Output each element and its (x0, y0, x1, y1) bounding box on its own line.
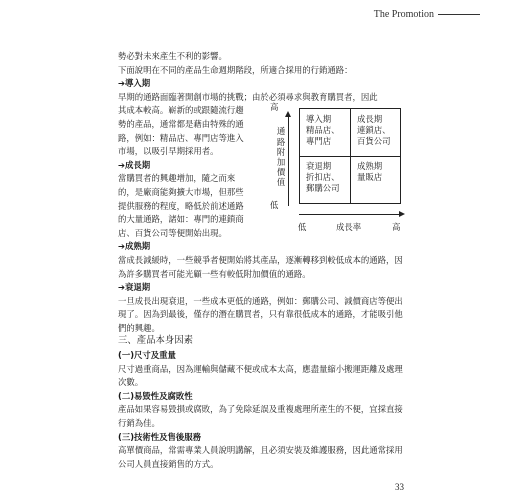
paragraph-perishability: 產品如果容易毀損或腐敗，為了免除延誤及重複處理所產生的不便，宜採直接行銷為佳。 (118, 404, 403, 429)
arrow-icon: ➔ (118, 159, 126, 170)
subheading-technical-service: (三)技術性及售後服務 (118, 431, 202, 442)
section-heading-product-factors: 三、產品本身因素 (118, 336, 194, 347)
intro-line-2: 勢的產品，通常都是藉由特殊的通 (118, 118, 244, 129)
float-zone (118, 104, 404, 240)
stage-heading-intro (118, 77, 404, 91)
cell-line: 成長期 (357, 114, 383, 125)
header-rule (438, 14, 480, 15)
y-axis-high-label: 高 (270, 102, 279, 113)
paragraph-intro-1: 勢必對未來產生不利的影響。 (118, 51, 227, 61)
growth-line-4: 的大量通路，諸如：專門的連鎖商 (118, 214, 244, 225)
subheading-size-weight: (一)尺寸及重量 (118, 350, 176, 361)
subheading-perishability: (二)易毀性及腐敗性 (118, 390, 193, 401)
intro-line-4: 市場，以吸引早期採用者。 (118, 146, 219, 157)
arrow-icon: ➔ (118, 78, 126, 89)
growth-line-2: 的，是廠商能夠擴大市場，但那些 (118, 186, 244, 197)
stage-heading-decline (118, 281, 404, 295)
cell-line: 連鎖店、 (357, 125, 391, 136)
matrix-grid (299, 108, 401, 204)
stage-label-growth: 成長期 (125, 159, 151, 170)
x-axis-title: 成長率 (336, 222, 362, 233)
page-number: 33 (395, 482, 404, 492)
y-axis-char: 通 (276, 126, 286, 137)
paragraph-decline: 一旦成長出現衰退，一些成本更低的通路，例如：郵購公司、減價商店等便出現了。因為到最後，僅存的潛在購買者，只有靠很低成本的通路，才能吸引他們的興趣。 (118, 295, 403, 333)
cell-line: 衰退期 (306, 161, 332, 172)
stage-label-mature: 成熟期 (125, 241, 151, 252)
cell-line: 專門店 (306, 136, 332, 147)
intro-line-3: 路，例如：精品店、專門店等進入 (118, 132, 244, 143)
cell-line: 折扣店、 (306, 172, 340, 183)
y-axis-low-label: 低 (270, 200, 279, 211)
channel-matrix-diagram (270, 104, 404, 254)
stage-label-intro: 導入期 (125, 78, 151, 89)
y-axis-char: 加 (276, 156, 286, 167)
cell-intro-stage (306, 114, 340, 147)
cell-line: 導入期 (306, 114, 332, 125)
y-axis-arrow-icon (285, 111, 291, 117)
cell-line: 量販店 (357, 172, 383, 183)
x-axis-low-label: 低 (298, 222, 307, 233)
growth-line-5: 店、百貨公司等便開始出現。 (118, 227, 227, 238)
y-axis-title (276, 126, 286, 187)
cell-line: 成熟期 (357, 161, 383, 172)
y-axis-char: 附 (276, 146, 286, 157)
y-axis-line (288, 114, 289, 206)
x-axis-high-label: 高 (392, 222, 401, 233)
y-axis-char: 值 (276, 177, 286, 188)
x-axis-arrow-icon (399, 211, 405, 217)
growth-line-3: 提供服務的程度，略低於前述通路 (118, 200, 244, 211)
page-body (118, 50, 404, 471)
paragraph-intro-2: 下面說明在不同的產品生命週期階段，所適合採用的行銷通路： (118, 64, 353, 75)
paragraph-mature: 當成長減緩時，一些競爭者便開始將其產品，逐漸轉移到較低成本的通路，因為許多購買者可能光顧一些有較低附加價值的通路。 (118, 254, 403, 279)
stage-label-decline: 衰退期 (125, 282, 151, 293)
y-axis-char: 路 (276, 136, 286, 147)
cell-line: 百貨公司 (357, 136, 391, 147)
paragraph-intro-stage-first-line: 早期的通路面臨著開創市場的挑戰；由於必須尋求與教育購買者，因此 (118, 91, 378, 102)
running-header (374, 9, 480, 20)
grid-divider-horizontal (300, 156, 400, 157)
arrow-icon: ➔ (118, 282, 126, 293)
cell-line: 郵購公司 (306, 183, 340, 194)
x-axis-line (299, 214, 399, 215)
x-axis (299, 211, 401, 217)
growth-line-1: 當購買者的興趣增加，隨之而來 (118, 173, 236, 184)
arrow-icon: ➔ (118, 241, 126, 252)
intro-line-1: 其成本較高。嶄新的或跟隨流行趨 (118, 105, 244, 116)
cell-mature-stage (357, 161, 382, 183)
cell-decline-stage (306, 161, 340, 194)
running-title: The Promotion (373, 9, 434, 20)
left-column (118, 104, 263, 240)
paragraph-technical-service: 高單價商品，常需專業人員說明講解，且必須安裝及維護服務，因此通常採用公司人員直接銷售的方式。 (118, 445, 403, 469)
cell-line: 精品店、 (306, 125, 340, 136)
y-axis-char: 價 (276, 167, 286, 178)
paragraph-size-weight: 尺寸過重商品，因為運輸與儲藏不便或成本太高，應盡量縮小搬運距離及處理次數。 (118, 363, 403, 388)
cell-growth-stage (357, 114, 391, 147)
stage-heading-growth (118, 159, 263, 173)
